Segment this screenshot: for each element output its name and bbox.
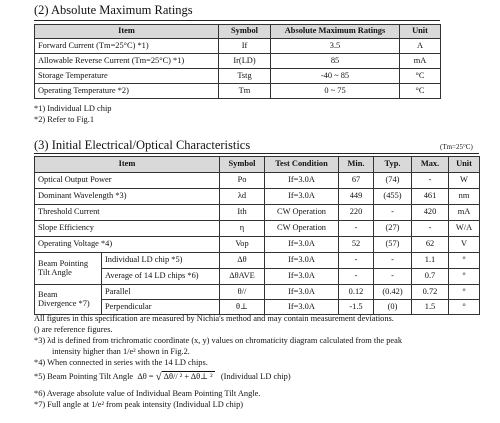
footnote-7: *7) Full angle at 1/e² from peak intensity (Individual LD chip) — [34, 400, 244, 409]
section-2-title: (2) Absolute Maximum Ratings — [34, 3, 193, 17]
footnote-3: *3) λd is defined from trichromatic coordinate (x, y) values on chromaticity diagram calculated from the peak — [34, 336, 403, 345]
table-row — [35, 54, 441, 69]
cell-typ: - — [374, 205, 412, 221]
header-item: Item — [35, 157, 220, 173]
header-test-condition: Test Condition — [265, 157, 339, 173]
cell-symbol: Vop — [220, 237, 265, 253]
cell-subitem: Individual LD chip *5) — [102, 253, 220, 269]
cell-condition: If=3.0A — [265, 300, 339, 315]
cell-symbol: Tm — [219, 84, 271, 99]
cell-condition: If=3.0A — [265, 269, 339, 285]
cell-min: - — [339, 253, 374, 269]
footnote-4: *4) When connected in series with the 14 LD chips. — [34, 358, 208, 367]
note-1: *1) Individual LD chip — [34, 104, 112, 113]
table-row — [35, 69, 441, 84]
cell-max: - — [412, 173, 449, 189]
footnote-3-continued: intensity higher than 1/e² shown in Fig.2. — [52, 347, 190, 356]
cell-subitem: Average of 14 LD chips *6) — [102, 269, 220, 285]
cell-min: 220 — [339, 205, 374, 221]
cell-symbol: Ir(LD) — [219, 54, 271, 69]
table-row — [35, 84, 441, 99]
footnote-reference: () are reference figures. — [34, 325, 113, 334]
table-row — [35, 285, 480, 300]
cell-unit: ° — [449, 300, 480, 315]
header-unit: Unit — [400, 25, 441, 39]
cell-max: 1.5 — [412, 300, 449, 315]
cell-symbol: Po — [220, 173, 265, 189]
cell-item: Operating Voltage *4) — [35, 237, 220, 253]
section-3-title: (3) Initial Electrical/Optical Characteristics — [34, 138, 251, 152]
cell-unit: A — [400, 39, 441, 54]
table-row — [35, 221, 480, 237]
header-min: Min. — [339, 157, 374, 173]
cell-typ: (27) — [374, 221, 412, 237]
cell-max: - — [412, 221, 449, 237]
cell-item: Slope Efficiency — [35, 221, 220, 237]
cell-typ: (0) — [374, 300, 412, 315]
cell-max: 0.72 — [412, 285, 449, 300]
cell-max: 420 — [412, 205, 449, 221]
cell-item: Forward Current (Tm=25°C) *1) — [35, 39, 219, 54]
cell-unit: °C — [400, 69, 441, 84]
cell-rating: 0 ~ 75 — [271, 84, 400, 99]
cell-min: -1.5 — [339, 300, 374, 315]
cell-symbol: Δθ — [220, 253, 265, 269]
cell-item: Storage Temperature — [35, 69, 219, 84]
table-row — [35, 253, 480, 269]
table-row — [35, 173, 480, 189]
cell-unit: W/A — [449, 221, 480, 237]
cell-rating: -40 ~ 85 — [271, 69, 400, 84]
cell-max: 62 — [412, 237, 449, 253]
header-typ: Typ. — [374, 157, 412, 173]
table-row — [35, 189, 480, 205]
cell-unit: mA — [400, 54, 441, 69]
cell-unit: V — [449, 237, 480, 253]
cell-min: 52 — [339, 237, 374, 253]
cell-rating: 85 — [271, 54, 400, 69]
cell-condition: CW Operation — [265, 221, 339, 237]
cell-min: - — [339, 269, 374, 285]
cell-condition: If=3.0A — [265, 253, 339, 269]
square-root-formula — [156, 372, 215, 381]
cell-subitem: Parallel — [102, 285, 220, 300]
cell-typ: (0.42) — [374, 285, 412, 300]
header-max: Max. — [412, 157, 449, 173]
cell-min: 0.12 — [339, 285, 374, 300]
header-symbol: Symbol — [219, 25, 271, 39]
table-row — [35, 300, 480, 315]
note-2: *2) Refer to Fig.1 — [34, 115, 95, 124]
section-2-rule — [34, 20, 440, 21]
cell-unit: nm — [449, 189, 480, 205]
cell-item: Optical Output Power — [35, 173, 220, 189]
cell-symbol: Ith — [220, 205, 265, 221]
cell-max: 461 — [412, 189, 449, 205]
table-row — [35, 205, 480, 221]
cell-item: Allowable Reverse Current (Tm=25°C) *1) — [35, 54, 219, 69]
characteristics-table — [34, 156, 480, 315]
cell-condition: If=3.0A — [265, 285, 339, 300]
cell-min: 449 — [339, 189, 374, 205]
formula-radicand: Δθ// ² + Δθ⊥ ² — [163, 372, 213, 381]
table-row — [35, 269, 480, 285]
absolute-max-table — [34, 24, 441, 99]
footnote-measurement: All figures in this specification are measured by Nichia's method and may contain measurement deviations. — [34, 314, 394, 323]
cell-max: 1.1 — [412, 253, 449, 269]
cell-min: 67 — [339, 173, 374, 189]
cell-typ: - — [374, 269, 412, 285]
cell-rating: 3.5 — [271, 39, 400, 54]
cell-unit: °C — [400, 84, 441, 99]
cell-min: - — [339, 221, 374, 237]
cell-subitem: Perpendicular — [102, 300, 220, 315]
header-item: Item — [35, 25, 219, 39]
cell-max: 0.7 — [412, 269, 449, 285]
header-rating: Absolute Maximum Ratings — [271, 25, 400, 39]
cell-typ: (455) — [374, 189, 412, 205]
cell-unit: W — [449, 173, 480, 189]
cell-symbol: Tstg — [219, 69, 271, 84]
table-row — [35, 237, 480, 253]
footnote-6: *6) Average absolute value of Individual Beam Pointing Tilt Angle. — [34, 389, 261, 398]
cell-item: Threshold Current — [35, 205, 220, 221]
cell-group-divergence: Beam Divergence *7) — [35, 285, 102, 315]
section-3-rule — [34, 153, 479, 154]
temperature-condition: (Tm=25°C) — [440, 143, 473, 151]
cell-symbol: If — [219, 39, 271, 54]
header-symbol: Symbol — [220, 157, 265, 173]
cell-symbol: η — [220, 221, 265, 237]
header-unit: Unit — [449, 157, 480, 173]
cell-item: Dominant Wavelength *3) — [35, 189, 220, 205]
cell-unit: ° — [449, 285, 480, 300]
table-row — [35, 39, 441, 54]
radical-sign-icon: √ — [155, 371, 162, 383]
cell-condition: If=3.0A — [265, 189, 339, 205]
cell-symbol: λd — [220, 189, 265, 205]
footnote-5-tail: (Individual LD chip) — [220, 372, 291, 381]
cell-symbol: ΔθAVE — [220, 269, 265, 285]
cell-condition: If=3.0A — [265, 173, 339, 189]
cell-typ: - — [374, 253, 412, 269]
cell-unit: mA — [449, 205, 480, 221]
cell-unit: ° — [449, 269, 480, 285]
footnote-5-label: *5) Beam Pointing Tilt Angle — [34, 372, 134, 381]
cell-symbol: θ⊥ — [220, 300, 265, 315]
cell-item: Operating Temperature *2) — [35, 84, 219, 99]
cell-unit: ° — [449, 253, 480, 269]
cell-condition: If=3.0A — [265, 237, 339, 253]
footnote-5 — [34, 372, 291, 381]
formula-lhs: Δθ = — [137, 372, 154, 381]
cell-symbol: θ// — [220, 285, 265, 300]
cell-condition: CW Operation — [265, 205, 339, 221]
cell-typ: (74) — [374, 173, 412, 189]
cell-typ: (57) — [374, 237, 412, 253]
cell-group-tilt: Beam Pointing Tilt Angle — [35, 253, 102, 285]
